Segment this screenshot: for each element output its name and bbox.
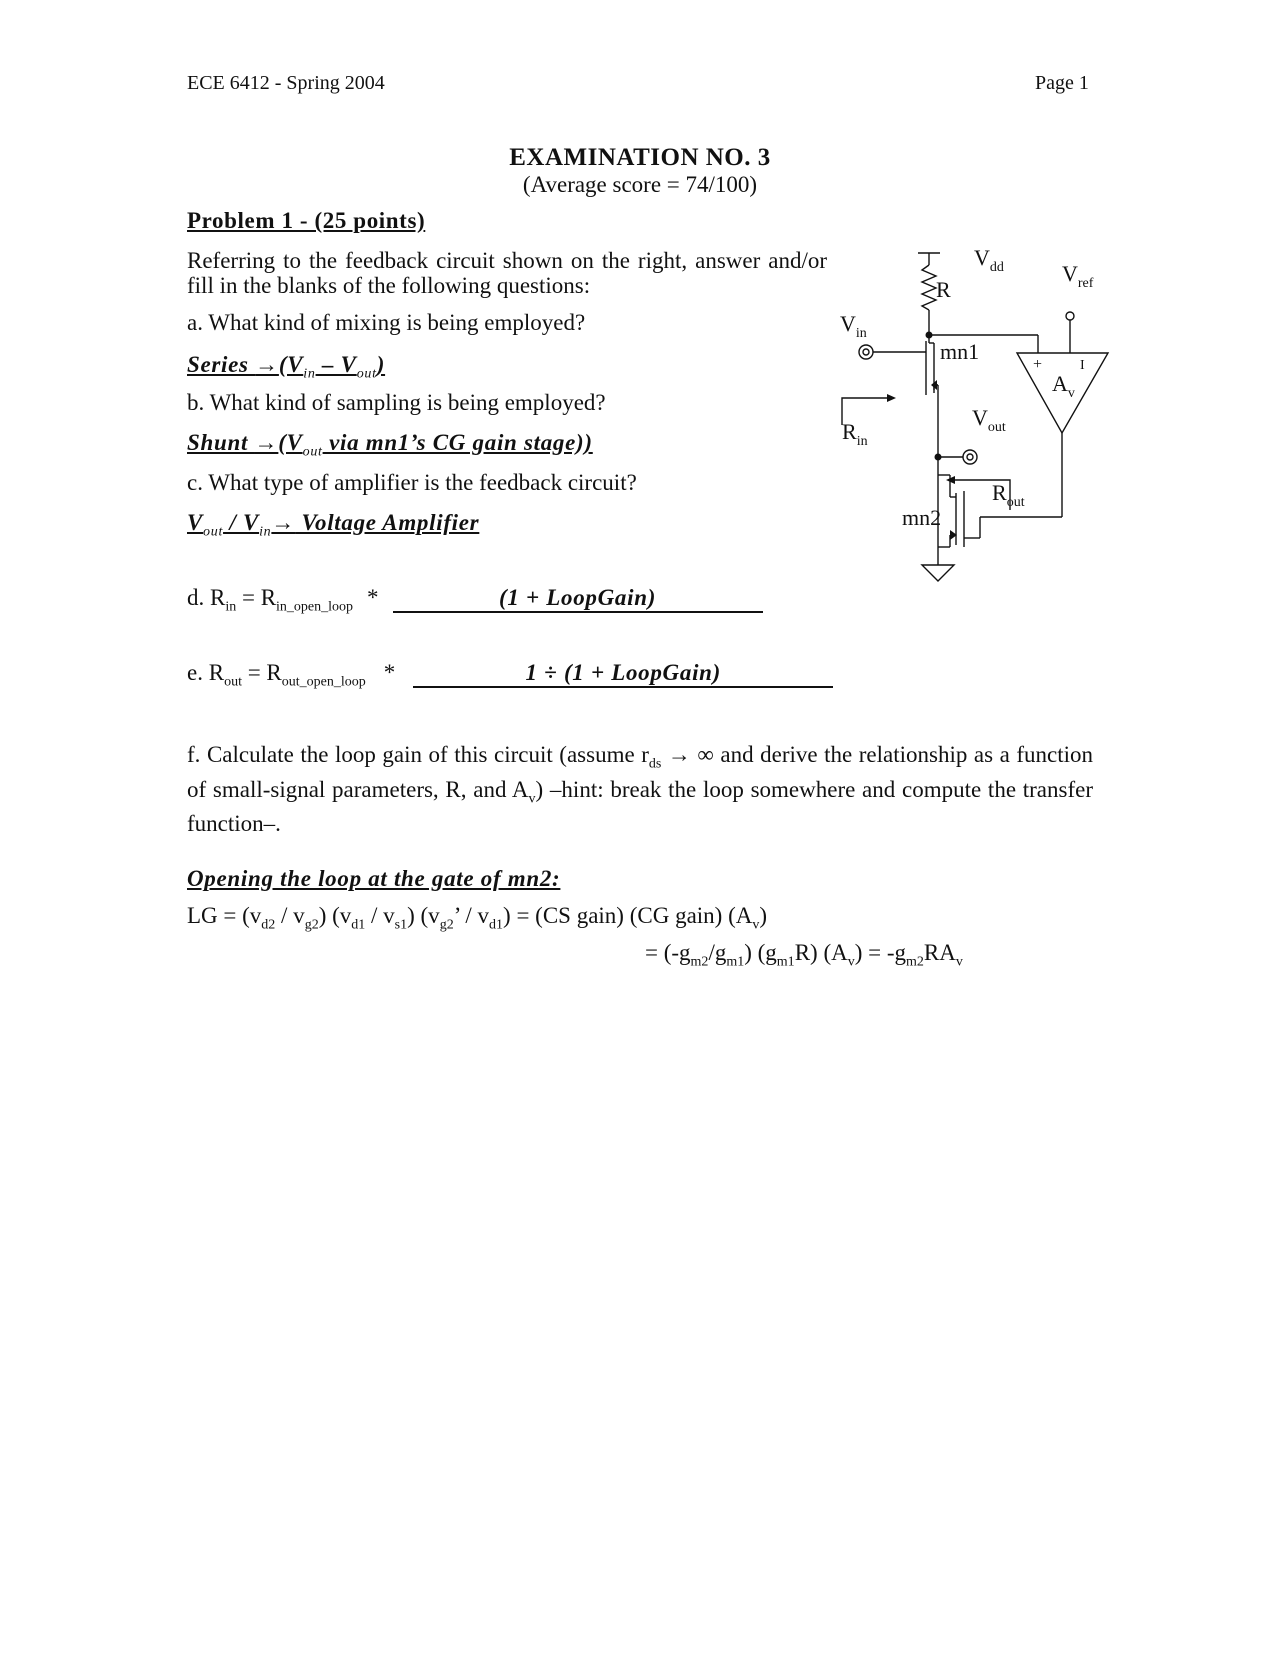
course-header: ECE 6412 - Spring 2004 <box>187 72 385 94</box>
vout-label: $V_{out}$ <box>972 405 1006 435</box>
answer-a: Series $\to(V_{in} - V_{out})$ <box>187 352 386 382</box>
answer-b: Shunt $\to(V_{out}$ via mn1’s CG gain stage)) <box>187 430 593 460</box>
exam-subtitle: (Average score = 74/100) <box>522 172 758 197</box>
rout-label: $R_{out}$ <box>992 480 1025 510</box>
solution-line-1: LG = $(v_{d2} / v_{g2})$ $(v_{d1} / v_{s1})$ ($v_{g2}$’ / $v_{d1}) = (CS$ gain) (CG gain) $(A_v)$ <box>187 903 768 933</box>
vin-terminal <box>859 345 873 359</box>
mn1-label: mn1 <box>940 339 980 364</box>
vin-label: $V_{in}$ <box>840 311 867 341</box>
exam-title: EXAMINATION NO. 3 <box>509 144 771 171</box>
vout-terminal <box>963 450 977 464</box>
question-d: d. $R_{in} = R_{in\_open\_loop} * (1$ + LoopGain) <box>187 585 763 620</box>
vdd-label: $V_{dd}$ <box>974 245 1004 275</box>
rin-label: $R_{in}$ <box>842 419 868 449</box>
question-b: b. What kind of sampling is being employed? <box>187 390 606 415</box>
page-number: Page 1 <box>1035 72 1089 94</box>
question-a: a. What kind of mixing is being employed? <box>187 310 586 335</box>
vref-label: $V_{ref}$ <box>1062 261 1094 291</box>
resistor-r-label: R <box>936 277 951 302</box>
blank-e: 1 ÷ (1 + LoopGain) <box>413 660 833 688</box>
opamp-plus: + <box>1033 356 1043 373</box>
resistor-r <box>922 265 936 310</box>
solution-heading: Opening the loop at the gate of mn2: <box>187 866 561 891</box>
question-e: e. $R_{out} = R_{out\_open\_loop} * 1 \div (1$ + LoopGain) <box>187 660 833 695</box>
blank-d: (1 + LoopGain) <box>393 585 763 613</box>
problem-intro: Referring to the feedback circuit shown on the right, answer and/or fill in the blanks of the following questions: <box>187 248 827 298</box>
question-c: c. What type of amplifier is the feedback circuit? <box>187 470 637 495</box>
solution-line-2: = $(-g_{m2}/g_{m1})$ $(g_{m1}R) (A_v) = -g_{m2}RA_v$ <box>645 940 963 970</box>
answer-c: $V_{out} / V_{in}\to$ Voltage Amplifier <box>187 510 480 540</box>
mn2-label: mn2 <box>902 505 942 530</box>
ground-symbol <box>922 565 954 581</box>
opamp-gain-label: $A_v$ <box>1052 371 1075 401</box>
opamp-minus: I <box>1080 358 1085 373</box>
problem-heading: Problem 1 - (25 points) <box>187 208 426 233</box>
feedback-circuit-diagram <box>830 235 1130 595</box>
question-f: f. Calculate the loop gain of this circuit (assume $r_{ds}$ → ∞ and derive the relationship as a function of small-signal parameters, R, and $A_v$) –hint: break the loop somewhere and compute the transfer function–. <box>187 742 1093 837</box>
vref-terminal <box>1066 312 1074 320</box>
